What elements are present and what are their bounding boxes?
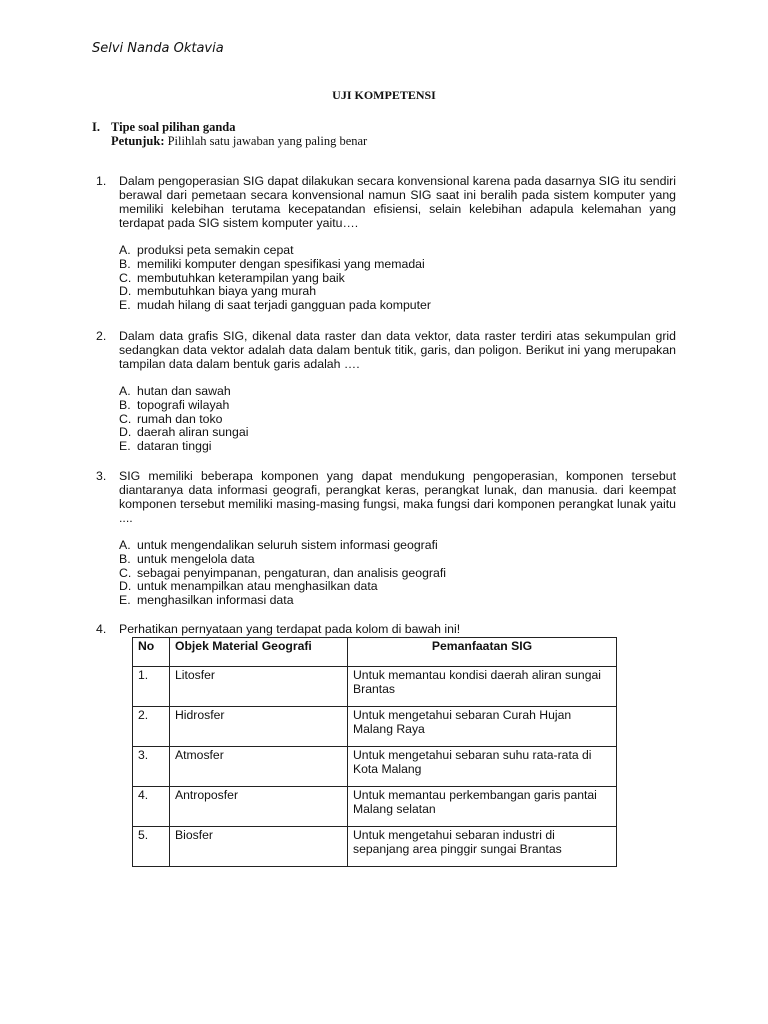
option-list [119, 385, 676, 454]
cell-no: 4. [133, 787, 170, 827]
cell-benefit: Untuk mengetahui sebaran Curah Hujan Malang Raya [348, 707, 617, 747]
cell-benefit: Untuk mengetahui sebaran suhu rata-rata di Kota Malang [348, 747, 617, 787]
option-letter: A. [119, 384, 131, 398]
column-header-benefit: Pemanfaatan SIG [348, 638, 617, 667]
option-text: rumah dan toko [137, 411, 223, 426]
option-d [119, 285, 676, 299]
table-row [133, 827, 617, 867]
cell-object: Biosfer [170, 827, 348, 867]
option-text: memiliki komputer dengan spesifikasi yang memadai [137, 256, 425, 271]
option-text: membutuhkan biaya yang murah [137, 284, 317, 299]
question-3 [96, 469, 676, 608]
option-c [119, 413, 676, 427]
option-letter: A. [119, 243, 131, 257]
option-text: membutuhkan keterampilan yang baik [137, 270, 345, 285]
question-text: Dalam data grafis SIG, dikenal data raster dan data vektor, data raster terdiri atas sekumpulan grid sedangkan data vektor adalah data dalam bentuk titik, garis, dan poligon. Berikut ini yang merupakan tampilan data dalam bentuk garis adalah …. [119, 329, 676, 371]
cell-object: Atmosfer [170, 747, 348, 787]
question-text: Perhatikan pernyataan yang terdapat pada kolom di bawah ini! [119, 622, 461, 636]
option-letter: E. [119, 593, 131, 608]
material-table [132, 637, 617, 867]
table-row [133, 787, 617, 827]
cell-no: 1. [133, 667, 170, 707]
option-letter: E. [119, 439, 131, 454]
table-header-row [133, 638, 617, 667]
page-title: UJI KOMPETENSI [332, 88, 436, 102]
question-number: 1. [96, 174, 107, 188]
table-row [133, 707, 617, 747]
option-letter: E. [119, 298, 131, 313]
option-letter: B. [119, 397, 131, 412]
option-d [119, 580, 676, 594]
option-c [119, 272, 676, 286]
option-letter: C. [119, 411, 132, 426]
option-e [119, 594, 676, 608]
cell-benefit: Untuk mengetahui sebaran industri di sepanjang area pinggir sungai Brantas [348, 827, 617, 867]
option-b [119, 258, 676, 272]
section-heading: Tipe soal pilihan ganda [111, 120, 236, 134]
option-text: sebagai penyimpanan, pengaturan, dan analisis geografi [137, 565, 447, 580]
option-list [119, 539, 676, 608]
question-number: 2. [96, 329, 107, 343]
question-text: Dalam pengoperasian SIG dapat dilakukan secara konvensional karena pada dasarnya SIG itu sendiri berawal dari pemetaan secara konvensional namun SIG saat ini beralih pada sistem komputer yang memiliki kelebihan terutama kecepatandan efisiensi, selain kelebihan adapula kelemahan yang terdapat pada SIG sistem komputer yaitu…. [119, 174, 676, 230]
option-c [119, 567, 676, 581]
question-number: 3. [96, 469, 107, 483]
option-letter: B. [119, 551, 131, 566]
table-row [133, 667, 617, 707]
cell-object: Antroposfer [170, 787, 348, 827]
cell-no: 3. [133, 747, 170, 787]
cell-benefit: Untuk memantau kondisi daerah aliran sungai Brantas [348, 667, 617, 707]
option-list [119, 244, 676, 313]
option-e [119, 440, 676, 454]
option-text: dataran tinggi [137, 439, 212, 454]
section-header [92, 120, 367, 148]
cell-benefit: Untuk memantau perkembangan garis pantai Malang selatan [348, 787, 617, 827]
question-4 [96, 622, 460, 636]
question-1 [96, 174, 676, 313]
option-letter: D. [119, 579, 132, 594]
question-2 [96, 329, 676, 454]
option-a [119, 539, 676, 553]
option-text: mudah hilang di saat terjadi gangguan pada komputer [137, 298, 431, 313]
option-letter: B. [119, 256, 131, 271]
cell-object: Litosfer [170, 667, 348, 707]
cell-no: 2. [133, 707, 170, 747]
question-text: SIG memiliki beberapa komponen yang dapat mendukung pengoperasian, komponen tersebut diantaranya data informasi geografi, perangkat keras, perangkat lunak, dan manusia. dari keempat komponen tersebut memiliki masing-masing fungsi, maka fungsi dari komponen perangkat lunak yaitu .... [119, 469, 676, 525]
option-text: untuk menampilkan atau menghasilkan data [137, 579, 378, 594]
option-text: menghasilkan informasi data [137, 593, 294, 608]
option-text: untuk mengelola data [137, 551, 255, 566]
option-d [119, 426, 676, 440]
option-text: topografi wilayah [137, 397, 230, 412]
option-letter: C. [119, 565, 132, 580]
option-a [119, 385, 676, 399]
cell-no: 5. [133, 827, 170, 867]
option-b [119, 553, 676, 567]
table-row [133, 747, 617, 787]
option-letter: A. [119, 538, 131, 552]
cell-object: Hidrosfer [170, 707, 348, 747]
option-b [119, 399, 676, 413]
option-letter: D. [119, 425, 132, 440]
option-a [119, 244, 676, 258]
author-name: Selvi Nanda Oktavia [92, 41, 224, 56]
column-header-object: Objek Material Geografi [170, 638, 348, 667]
option-text: untuk mengendalikan seluruh sistem informasi geografi [137, 538, 438, 552]
instruction-text: Pilihlah satu jawaban yang paling benar [164, 134, 368, 148]
instruction-label: Petunjuk: [111, 134, 165, 148]
option-text: hutan dan sawah [137, 384, 231, 398]
option-letter: C. [119, 270, 132, 285]
section-number: I. [92, 120, 100, 134]
option-text: produksi peta semakin cepat [137, 243, 294, 257]
option-text: daerah aliran sungai [137, 425, 249, 440]
column-header-no: No [133, 638, 170, 667]
question-number: 4. [96, 622, 107, 636]
option-letter: D. [119, 284, 132, 299]
option-e [119, 299, 676, 313]
